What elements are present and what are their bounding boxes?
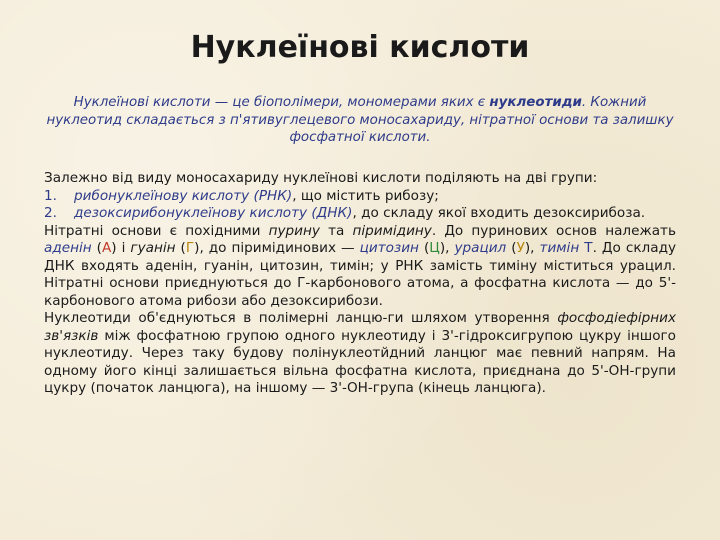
pyrimidine-term: піримідину [352,222,432,239]
page-title: Нуклеїнові кислоти [190,30,530,65]
text: , до піримідинових — [199,240,360,256]
text: . До складу ДНК входять аденін, гуанін, цитозин, тимін; у РНК замість тиміну міститься урацил. Нітратні основи приєднуються до Г-карбонового атома, а фосфатна кислота — до 5'-карбонового атома рибози або дезоксирибози. [44,240,677,309]
text: та [319,222,353,239]
guanine-letter: Г [185,240,195,256]
paragraph-bases: Нітратні основи є похідними пурину та піримідину. До пуринових основ належать аденін (А) і гуанін (Г), до піримідинових — цитозин (Ц), урацил (У), тимін Т. До складу ДНК входять аденін, гуанін, цитозин, тимін; у РНК замість тиміну міститься урацил. Нітратні основи приєднуються до Г-карбонового атома, а фосфатна кислота — до 5'-карбонового атома рибози або дезоксирибози. [44,222,677,309]
cytosine-term: цитозин [359,240,419,256]
intro-text-1: — це біополімери, мономерами яких є [210,95,490,110]
purine-term: пурину [268,222,320,239]
text: Нуклеотиди об'єднуються в полімерні ланцю-ги шляхом утворення [44,310,558,326]
list-number: 2. [44,205,57,221]
paragraph-groups: Залежно від виду моносахариду нуклеїнові кислоти поділяють на дві групи: [44,170,598,186]
intro-term: Нуклеїнові кислоти [73,95,211,110]
thymine-term: тимін [539,240,580,256]
body-text [44,170,676,398]
bonds-term: фосфодіефірних зв'язків [44,310,676,344]
adenine-letter: А [101,240,112,256]
list-text [74,205,676,223]
intro-term-2: нуклеотиди [489,95,582,110]
list-term: рибонуклеїнову кислоту (РНК) [74,187,293,204]
intro-text-2: . Кожний нуклеотид складається з п'ятивуглецевого моносахариду, нітратної основи та залишку фосфатної кислоти. [46,95,674,145]
cytosine-letter: Ц [429,240,440,256]
list-number: 1. [44,187,57,204]
uracil-term: урацил [454,240,507,256]
text: . До пуринових основ належать [431,222,676,239]
list-rest: , що містить рибозу; [292,187,439,204]
list-rest: , до складу якої входить дезоксирибоза. [352,205,646,221]
list-text [74,188,676,206]
list-item [44,188,676,206]
guanine-term: гуанін [130,240,176,256]
intro-definition [40,94,680,147]
text: між фосфатною групою одного нуклеотиду і 3'-гідроксигрупою цукру іншого нуклеотиду. Через таку будову полінуклеотйдний ланцюг має певний напрям. На одному його кінці залишається вільна фосфатна кислота, приєднана до 5'-ОН-групи цукру (початок ланцюга), на іншому — 3'-ОН-група (кінець ланцюга). [44,327,676,396]
adenine-term: аденін [44,240,92,256]
text: Нітратні основи є похідними [44,222,269,239]
thymine-letter: Т [584,240,593,256]
list-term: дезоксирибонуклеїнову кислоту (ДНК) [74,205,353,221]
uracil-letter: У [516,240,525,256]
paragraph-chain [44,310,676,398]
list-item [44,205,676,223]
